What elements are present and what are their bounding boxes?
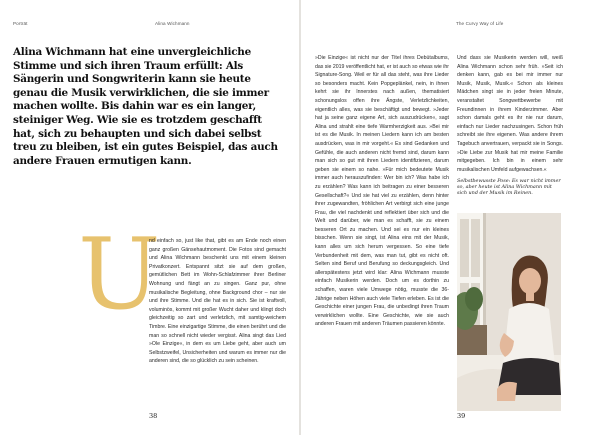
photo-caption: Selbstbewusste Pose: Es war nicht immer so, aber heute ist Alina Wichmann mit sich und der Musik im Reinen. [457, 178, 561, 197]
magazine-title-running-head: The Curvy Way of Life [456, 21, 504, 26]
body-column-left: nd einfach so, just like that, gibt es am Ende noch einen ganz großen Gänsehautmoment. Die Fotos sind gemacht und Alina Wichmann beschenkt uns mit einem kleinen Privatkonzert. Entspannt sitzt sie auf dem großen, gemütlichen Bett im Wohn-Schlafzimmer ihrer Berliner Wohnung und fängt an zu singen. Ganz pur, ohne musikalische Begleitung, ohne Background chor – nur sie und ihre Stimme. Und die hat es in sich. Sie ist kraftvoll, voluminös, kommt mit großer Wucht daher und klingt doch gleichzeitig so zart und verletzlich, mit samtig-weichem Timbre. Eine einzigartige Stimme, die einen berührt und die man so schnell nicht wieder vergisst. Alina singt das Lied »Ole Einzige«, in dem es um Liebe geht, aber auch um Selbstzweifel, Unsicherheiten und warum es immer nur die anderen sind, die so glücklich zu sein scheinen. [149, 238, 286, 365]
body-column-middle: »Die Einzige« ist nicht nur der Titel ihres Debütalbums, das sie 2019 veröffentlicht hat, er ist auch so etwas wie ihr Signature-Song. Weil er für all das steht, was ihre Lieder so besonders macht. Kein Popgeplänkel, nein, in ihnen kehrt sie ihr Innerstes nach außen, thematisiert schonungslos offen ihre Ängste, Verletzlichkeiten, eigentlich alles, was sie beschäftigt und bewegt. »Jeder hat ja seine ganz eigene Art, sich auszudrücken«, sagt Alina und strahlt eine tiefe Warmherzigkeit aus. »Bei mir ist es die Musik. In meinen Liedern kann ich am besten ausdrücken, was in mir vorgeht.« Es sind Gedanken und Gefühle, die auch anderen nicht fremd sind, darum kann man sich so gut mit ihren Liedern identifizieren, darum geben sie einem so nahe. »Für mich bedeutete Musik immer auch herauszufinden: Wer bin ich? Was habe ich zu erzählen? Was kann ich beitragen zu einer besseren Gesellschaft?« Und sie hat viel zu erzählen, denn hinter ihrer zugewandten, fröhlichen Art verbirgt sich eine junge Frau, die viel nachdenkt und reflektiert über sich und die Welt und darüber, wie man es schafft, sie zu einem besseren Ort zu machen. Und sei es nur ein kleines bisschen. Wenn sie singt, ist Alina eins mit der Musik, kann alles um sich herum vergessen. So eine tiefe Verbundenheit mit dem, was man tut, gibt es nicht oft. Selten sind Beruf und Berufung so deckungsgleich. Und allerspätestens jetzt wird klar: Alina Wichmann musste einfach Musikerin werden. Doch um es dorthin zu schaffen, waren viele Umwege nötig, musste die 36-Jährige neben Höhen auch viele Tiefen erleben. Es ist die Geschichte einer jungen Frau, die unbedingt ihren Traum verwirklichen wollte. Eine Geschichte, wie sie auch anderen Frauen mit anderen Träumen passieren könnte. [315, 55, 449, 328]
drop-cap: U [78, 218, 161, 332]
page-number-right: 39 [457, 412, 466, 420]
lede-paragraph: Alina Wichmann hat eine unvergleichliche Stimme und sich ihren Traum erfüllt: Als Sängerin und Songwriterin kann sie heute genau die Musik verwirklichen, die sie immer machen wollte. Bis dahin war es ein langer, steiniger Weg. Wie sie es trotzdem geschafft hat, sich zu behaupten und sich dabei selbst treu zu bleiben, ist ein gutes Beispiel, das auch andere Frauen ermutigen kann. [13, 46, 278, 167]
portrait-photo [457, 213, 561, 411]
left-page [0, 0, 299, 435]
body-column-right: Und dass sie Musikerin werden will, weiß Alina Wichmann schon sehr früh. »Seit ich denken kann, gab es bei mir immer nur Musik, Musik, Musik.« Schon als kleines Mädchen singt sie in jeder freien Minute, veranstaltet Songwettbewerbe mit Freundinnen in ihrem Kinderzimmer. Aber schon damals geht es ihr nie nur darum, einfach nur Lieder nachzusingen. Schon früh schreibt sie ihre eigenen. Was andere ihrem Tagebuch anvertrauen, verpackt sie in Songs. »Die Liebe zur Musik hat mir meine Familie mitgegeben. Ich bin in einem sehr musikalischen Umfeld aufgewachsen.« [457, 55, 563, 172]
page-number-left: 38 [149, 412, 158, 420]
author-running-head: Alina Wichmann [155, 21, 190, 26]
section-label: Porträt [13, 21, 28, 26]
